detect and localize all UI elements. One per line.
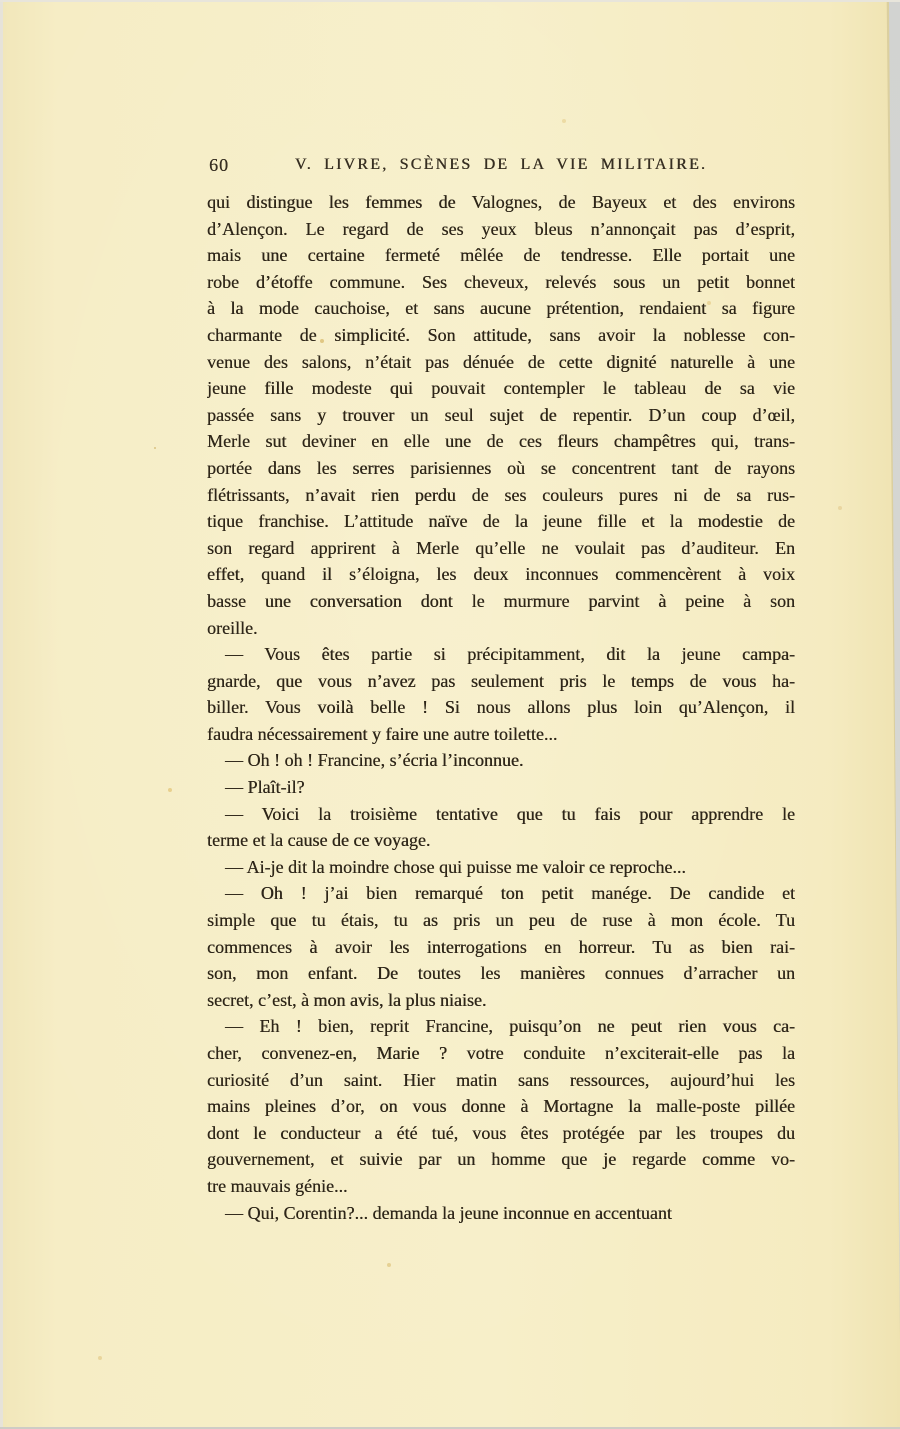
- scanner-edge-top: [0, 0, 900, 2]
- text-line: charmante de simplicité. Son attitude, sans avoir la noblesse con-: [207, 324, 795, 345]
- text-line: portée dans les serres parisiennes où se concentrent tant de rayons: [207, 457, 795, 478]
- text-line: commences à avoir les interrogations en horreur. Tu as bien rai-: [207, 936, 795, 957]
- text-line: robe d’étoffe commune. Ses cheveux, relevés sous un petit bonnet: [207, 271, 795, 292]
- text-line: venue des salons, n’était pas dénuée de cette dignité naturelle à une: [207, 351, 795, 372]
- text-line: terme et la cause de ce voyage.: [207, 830, 431, 851]
- text-line: mais une certaine fermeté mêlée de tendresse. Elle portait une: [207, 245, 795, 266]
- text-line: Merle sut deviner en elle une de ces fleurs champêtres qui, trans-: [207, 431, 795, 452]
- text-line: gnarde, que vous n’avez pas seulement pris le temps de vous ha-: [207, 670, 795, 691]
- text-line: secret, c’est, à mon avis, la plus niaise.: [207, 989, 487, 1010]
- text-line: cher, convenez-en, Marie ? votre conduite n’exciterait-elle pas la: [207, 1043, 795, 1063]
- text-line: — Oh ! oh ! Francine, s’écria l’inconnue.: [225, 750, 524, 771]
- text-line: — Vous êtes partie si précipitamment, dit la jeune campa-: [225, 644, 795, 665]
- running-header: [207, 155, 795, 177]
- text-line: curiosité d’un saint. Hier matin sans ressources, aujourd’hui les: [207, 1069, 795, 1090]
- text-line: dont le conducteur a été tué, vous êtes protégée par les troupes du: [207, 1122, 795, 1143]
- paper-speckles: [3, 2, 5, 4]
- text-line: flétrissants, n’avait rien perdu de ses couleurs pures ni de sa rus-: [207, 484, 795, 505]
- text-line: faudra nécessairement y faire une autre toilette...: [207, 723, 558, 744]
- text-line: simple que tu étais, tu as pris un peu de ruse à mon école. Tu: [207, 910, 795, 931]
- scanner-edge-left: [0, 0, 3, 1429]
- text-line: qui distingue les femmes de Valognes, de Bayeux et des environs: [207, 192, 795, 212]
- text-line: son, mon enfant. De toutes les manières connues d’arracher un: [207, 963, 795, 984]
- text-line: tre mauvais génie...: [207, 1175, 348, 1196]
- text-line: à la mode cauchoise, et sans aucune prétention, rendaient sa figure: [207, 298, 795, 319]
- text-line: — Ai-je dit la moindre chose qui puisse me valoir ce reproche...: [225, 856, 686, 877]
- text-line: gouvernement, et suivie par un homme que je regarde comme vo-: [207, 1149, 795, 1170]
- text-line: — Oh ! j’ai bien remarqué ton petit manége. De candide et: [225, 883, 795, 904]
- text-line: — Qui, Corentin?... demanda la jeune inconnue en accentuant: [225, 1202, 672, 1223]
- text-line: — Plaît-il?: [225, 777, 305, 798]
- text-line: basse une conversation dont le murmure parvint à peine à son: [207, 590, 795, 611]
- paper-sheet: [3, 2, 900, 1427]
- text-line: — Voici la troisième tentative que tu fais pour apprendre le: [225, 803, 795, 824]
- text-line: oreille.: [207, 617, 258, 638]
- text-line: son regard apprirent à Merle qu’elle ne voulait pas d’auditeur. En: [207, 537, 795, 558]
- text-line: tique franchise. L’attitude naïve de la jeune fille et la modestie de: [207, 511, 795, 532]
- text-block: [207, 189, 795, 1226]
- text-line: jeune fille modeste qui pouvait contempler le tableau de sa vie: [207, 378, 795, 399]
- text-line: passée sans y trouver un seul sujet de repentir. D’un coup d’œil,: [207, 404, 795, 425]
- text-line: mains pleines d’or, on vous donne à Mortagne la malle-poste pillée: [207, 1096, 795, 1117]
- text-line: effet, quand il s’éloigna, les deux inconnues commencèrent à voix: [207, 564, 795, 585]
- text-line: biller. Vous voilà belle ! Si nous allons plus loin qu’Alençon, il: [207, 697, 795, 718]
- text-line: d’Alençon. Le regard de ses yeux bleus n’annonçait pas d’esprit,: [207, 218, 795, 239]
- text-line: — Eh ! bien, reprit Francine, puisqu’on ne peut rien vous ca-: [225, 1016, 795, 1037]
- page-number: 60: [209, 155, 229, 175]
- running-title: V. LIVRE, SCÈNES DE LA VIE MILITAIRE.: [294, 156, 708, 173]
